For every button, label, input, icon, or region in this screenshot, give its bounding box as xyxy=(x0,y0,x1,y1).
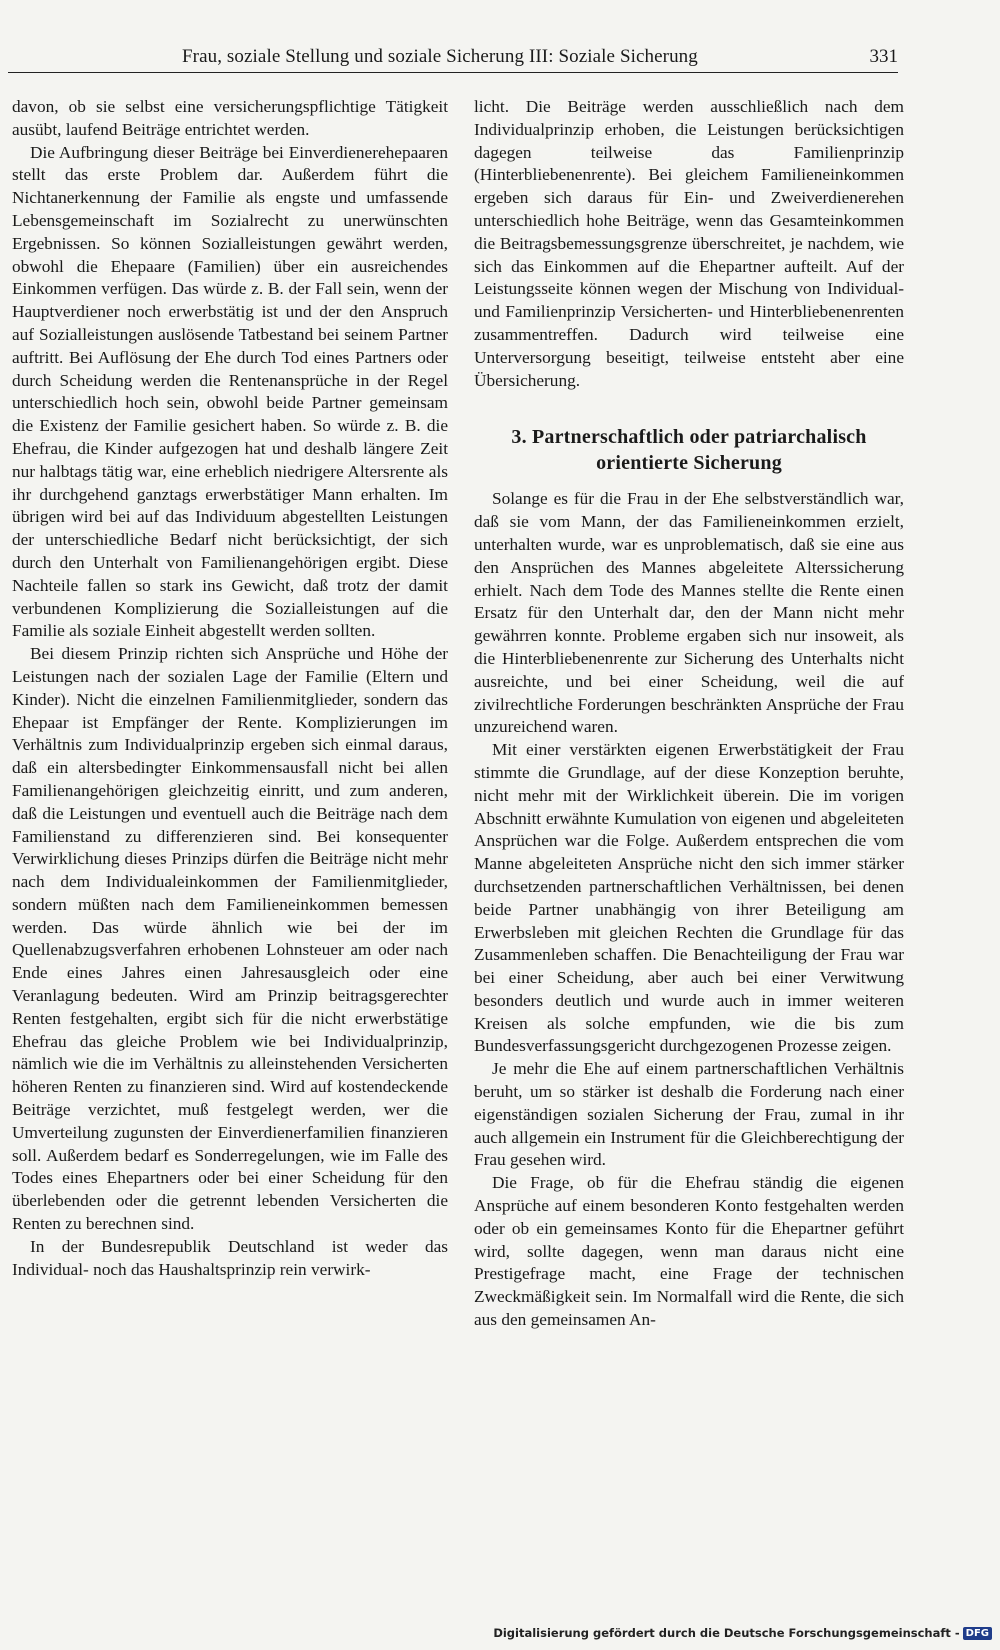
footer-text: Digitalisierung gefördert durch die Deutsche Forschungsgemeinschaft - xyxy=(493,1626,960,1640)
paragraph: davon, ob sie selbst eine versicherungspflichtige Tätigkeit ausübt, laufend Beiträge entrichtet werden. xyxy=(12,97,448,139)
running-title: Frau, soziale Stellung und soziale Sicherung III: Soziale Sicherung xyxy=(182,46,698,67)
paragraph: Bei diesem Prinzip richten sich Ansprüche und Höhe der Leistungen nach der sozialen Lage der Familie (Eltern und Kinder). Nicht die einzelnen Familienmitglieder, sondern das Ehepaar ist Empfänger der Rente. Komplizierungen im Verhältnis zum Individualprinzip ergeben sich einmal daraus, daß ein altersbedingter Einkommensausfall nicht bei allen Familienangehörigen gleichzeitig einritt, und zum anderen, daß die Leistungen und eventuell auch die Beiträge nach dem Familienstand zu differenzieren sind. Bei konsequenter Verwirklichung dieses Prinzips dürfen die Beiträge nicht mehr nach dem Individualeinkommen der Familienmitglieder, sondern müßten nach dem Familieneinkommen bemessen werden. Das würde ähnlich wie bei der im Quellenabzugsverfahren erhobenen Lohnsteuer am oder nach Ende eines Jahres einen Jahresausgleich oder eine Veranlagung bedeuten. Wird am Prinzip beitragsgerechter Renten festgehalten, ergibt sich für die nicht erwerbstätige Ehefrau das gleiche Problem wie bei Individualprinzip, nämlich wie die im Verhältnis zu alleinstehenden Versicherten höheren Renten zu finanzieren sind. Wird auf kostendeckende Beiträge verzichtet, muß festgelegt werden, wer die Umverteilung zugunsten der Einverdienerfamilien finanzieren soll. Außerdem bedarf es Sonderregelungen, wie im Falle des Todes eines Ehepartners oder bei einer Scheidung für den überlebenden oder die getrennt lebenden Versicherten die Renten zu berechnen sind. xyxy=(12,644,448,1234)
paragraph: licht. Die Beiträge werden ausschließlich nach dem Individualprinzip erhoben, die Leistungen berücksichtigen dagegen teilweise das Familienprinzip (Hinterbliebenenrente). Bei gleichem Familieneinkommen ergeben sich daraus für Ein- und Zweiverdienerehen unterschiedlich hohe Beiträge, wenn das Gesamteinkommen die Beitragsbemessungsgrenze überschreitet, je nachdem, wie sich das Einkommen auf die Ehepartner aufteilt. Auf der Leistungsseite können wegen der Mischung von Individual- und Familienprinzip Versicherten- und Hinterbliebenenrenten zusammentreffen. Dadurch wird teilweise eine Unterversorgung beseitigt, teilweise entsteht aber eine Übersicherung. xyxy=(474,97,904,390)
running-header xyxy=(8,44,898,73)
paragraph: In der Bundesrepublik Deutschland ist weder das Individual- noch das Haushaltsprinzip rein verwirk- xyxy=(12,1236,448,1279)
page-number: 331 xyxy=(869,46,898,67)
dfg-logo: DFG xyxy=(963,1627,992,1640)
paragraph: Die Aufbringung dieser Beiträge bei Einverdienerehepaaren stellt das erste Problem dar. Außerdem führt die Nichtanerkennung der Familie als engste und umfassende Lebensgemeinschaft im Sozialrecht zu unerwünschten Ergebnissen. So können Sozialleistungen gewährt werden, obwohl die Ehepaare (Familien) über ein ausreichendes Einkommen verfügen. Das würde z. B. der Fall sein, wenn der Hauptverdiener noch erwerbstätig ist und der den Anspruch auf Sozialleistungen auslösende Tatbestand bei seinem Partner auftritt. Bei Auflösung der Ehe durch Tod eines Partners oder durch Scheidung werden die Rentenansprüche in der Regel unterschiedlich hoch sein, obwohl beide Partner gemeinsam die Existenz der Familie gesichert haben. So würde z. B. die Ehefrau, die Kinder aufgezogen hat und deshalb längere Zeit nur halbtags tätig war, eine erheblich niedrigere Altersrente als ihr durchgehend ganztags erwerbstätiger Mann erhalten. Im übrigen wird bei auf das Individuum abgestellten Leistungen der unterschiedliche Bedarf nicht berücksichtigt, der sich durch den Unterhalt von Familienangehörigen ergibt. Diese Nachteile fallen so stark ins Gewicht, daß trotz der damit verbundenen Komplizierung die Sozialleistungen auf die Familie als soziale Einheit abgestellt werden sollten. xyxy=(12,142,448,641)
left-column xyxy=(12,96,448,1281)
paragraph: Mit einer verstärkten eigenen Erwerbstätigkeit der Frau stimmte die Grundlage, auf der diese Konzeption beruhte, nicht mehr mit der Wirklichkeit überein. Die im vorigen Abschnitt erwähnte Kumulation von eigenen und abgeleiteten Ansprüchen war die Folge. Außerdem entsprechen die vom Manne abgeleiteten Ansprüche nicht den sich immer stärker durchsetzenden partnerschaftlichen Verhältnissen, bei denen beide Partner unabhängig von ihrer Beteiligung am Erwerbsleben mit gleichen Rechten die Grundlage für das Zusammenleben schaffen. Die Benachteiligung der Frau war bei einer Scheidung, aber auch bei einer Verwitwung besonders deutlich und wurde auch in immer weiteren Kreisen als solche empfunden, wie die bis zum Bundesverfassungsgericht durchgezogenen Prozesse zeigen. xyxy=(474,740,904,1056)
paragraph: Je mehr die Ehe auf einem partnerschaftlichen Verhältnis beruht, um so stärker ist deshalb die Forderung nach einer eigenständigen sozialen Sicherung der Frau, zumal in ihr auch allgemein ein Instrument für die Gleichberechtigung der Frau gesehen wird. xyxy=(474,1059,904,1170)
section-heading: 3. Partnerschaftlich oder patriarchalisch orientierte Sicherung xyxy=(511,426,867,475)
digitization-footer xyxy=(493,1626,992,1640)
right-column xyxy=(474,96,904,1332)
paragraph: Solange es für die Frau in der Ehe selbstverständlich war, daß sie vom Mann, der das Familieneinkommen erzielt, unterhalten wurde, war es unproblematisch, daß sie eine aus den Ansprüchen des Mannes abgeleitete Alterssicherung erhielt. Nach dem Tode des Mannes stellte die Rente einen Ersatz für den Unterhalt dar, den der Mann nicht mehr gewährren konnte. Probleme ergaben sich nur insoweit, als die Hinterbliebenenrente zur Sicherung des Unterhalts nicht ausreichte, und bei einer Scheidung, weil die auf zivilrechtliche Forderungen beschränkten Ansprüche der Frau unzureichend waren. xyxy=(474,489,904,737)
paragraph: Die Frage, ob für die Ehefrau ständig die eigenen Ansprüche auf einem besonderen Konto festgehalten werden oder ob ein gemeinsames Konto für die Ehepartner geführt wird, sollte dagegen, wenn man daraus nicht eine Prestigefrage macht, eine Frage der technischen Zweckmäßigkeit sein. Im Normalfall wird die Rente, die sich aus den gemeinsamen An- xyxy=(474,1173,904,1330)
